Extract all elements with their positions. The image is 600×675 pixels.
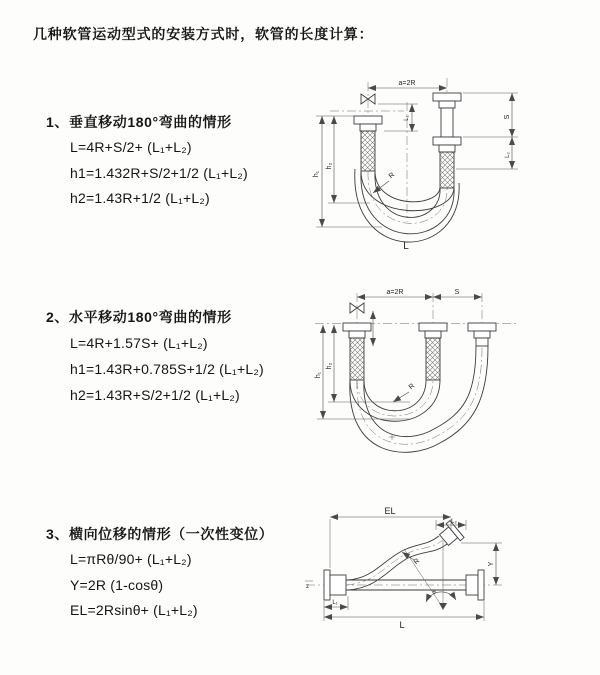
dimension-s xyxy=(433,289,482,297)
section-3-formula-L: L=πRθ/90+ (L₁+L₂) xyxy=(70,551,192,567)
right-fitting-shifted xyxy=(468,323,496,346)
dim-r-label: R xyxy=(387,171,397,181)
dim-a-label: a=2R xyxy=(398,80,416,87)
dim-s-label: S xyxy=(454,289,460,296)
left-fitting xyxy=(324,570,346,600)
dim-l-label: L xyxy=(403,241,409,252)
centerlines xyxy=(330,78,447,223)
dim-l1-label: L₁ xyxy=(332,600,338,606)
section-2-formula-h1: h1=1.43R+0.785S+1/2 (L₁+L₂) xyxy=(70,361,264,377)
centerlines xyxy=(315,293,518,444)
section-1-formula-L: L=4R+S/2+ (L₁+L₂) xyxy=(70,139,192,155)
right-fitting xyxy=(433,93,461,188)
middle-fitting xyxy=(419,323,447,380)
section-1-formula-h1: h1=1.432R+S/2+1/2 (L₁+L₂) xyxy=(70,165,248,181)
page-title: 几种软管运动型式的安装方式时，软管的长度计算： xyxy=(33,26,374,42)
radius-leader xyxy=(393,383,416,402)
dim-a-label: a=2R xyxy=(386,289,404,296)
hose-displaced-position xyxy=(346,536,447,590)
section-2-formula-h2: h2=1.43R+S/2+1/2 (L₁+L₂) xyxy=(70,387,240,403)
vertex-arrow xyxy=(439,603,447,610)
dim-s-label: S xyxy=(504,114,511,120)
dim-theta-label: θ xyxy=(432,590,436,596)
diagram-lateral-displacement xyxy=(298,503,598,648)
dim-l2-label: L₂ xyxy=(505,152,511,158)
section-3-heading: 3、横向位移的情形（一次性变位） xyxy=(46,526,274,542)
left-fitting xyxy=(343,323,371,380)
svg-text:z: z xyxy=(306,584,309,590)
diagram-vertical-180-bend xyxy=(300,70,590,260)
dimension-l1 xyxy=(378,104,418,132)
section-3-formula-EL: EL=2Rsinθ+ (L₁+L₂) xyxy=(70,602,198,618)
datum-mark xyxy=(305,581,313,590)
left-fitting xyxy=(354,116,382,171)
dim-y-label: Y xyxy=(488,561,495,567)
dim-el-label: EL xyxy=(384,506,396,516)
dimension-h2 xyxy=(326,325,410,402)
dim-r-label: R xyxy=(412,557,422,567)
section-1-heading: 1、垂直移动180°弯曲的情形 xyxy=(46,114,232,130)
section-2-heading: 2、水平移动180°弯曲的情形 xyxy=(46,309,232,325)
section-2-formula-L: L=4R+1.57S+ (L₁+L₂) xyxy=(70,335,208,351)
dim-l1-label: L₁ xyxy=(404,115,410,121)
section-3-formula-Y: Y=2R (1-cosθ) xyxy=(70,577,164,593)
right-fitting-straight xyxy=(466,570,484,600)
dimension-s xyxy=(463,93,518,137)
dim-h1-label: h₁ xyxy=(313,170,320,178)
dimension-a-2R xyxy=(368,80,447,88)
dim-l-label: L xyxy=(399,620,405,630)
section-1-formula-h2: h2=1.43R+1/2 (L₁+L₂) xyxy=(70,190,210,206)
dim-h2-label: h₂ xyxy=(326,162,333,170)
dim-h2-label: h₂ xyxy=(326,362,333,370)
dim-h1-label: h₁ xyxy=(315,371,322,379)
dimension-l2 xyxy=(456,137,518,169)
diagram-horizontal-180-bend xyxy=(310,285,590,455)
dim-l2-label: L₂ xyxy=(451,519,457,525)
dimension-a-2R xyxy=(357,289,433,297)
dim-r-label: R xyxy=(407,382,417,392)
